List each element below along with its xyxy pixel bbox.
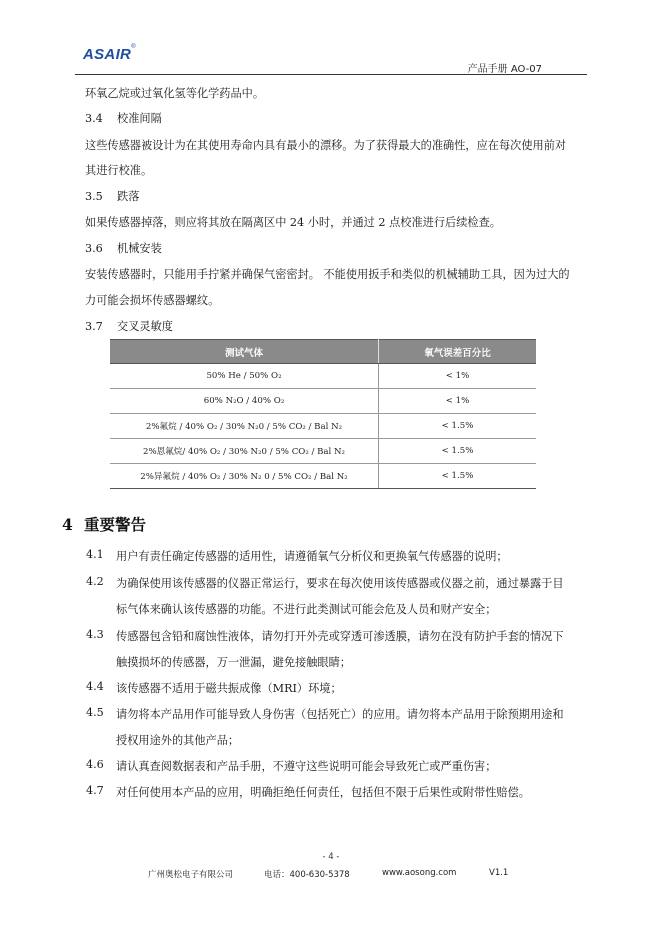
footer-company: 广州奥松电子有限公司 (148, 870, 234, 880)
error-cell: < 1% (379, 364, 537, 389)
error-cell: < 1.5% (379, 439, 537, 464)
intro-line: 环氧乙烷或过氧化氢等化学药品中。 (85, 87, 265, 100)
section-heading-3-7: 3.7 交叉灵敏度 (85, 320, 173, 333)
column-header-oxygen-error: 氧气误差百分比 (379, 340, 537, 364)
manual-page: ASAIR® 产品手册 AO-07 环氧乙烷或过氧化氢等化学药品中。 3.4 校准间隔 这些传感器被设计为在其使用寿命内具有最小的漂移。为了获得最大的准确性，应在每次使用前对 其进行校准。 3.5 跌落 如果传感器掉落，则应将其放在隔离区中 24 小时，并通过 2 点校准进行后续检查。 3.6 机械安装 安装传感器时，只能用手拧紧并确保气密密封。 不能使用扳手和类似的机械辅助工具，因为过大的 力可能会损坏传感器螺纹。 3.7 交叉灵敏度 测试气体 氧气误差百分比 50% He / 50% O₂ < 1% 60% N₂O / 40% O₂ < 1% 2%氟烷 / 40% O₂ / 30% N₂0 / 5% CO₂ / Bal N₂ < 1.5% 2%恩氟烷/ 40% O₂ / 30% N₂0 / 5% CO₂ / Bal N₂ < 1.5% 2%异氟烷 / 40% O₂ / 30% N₂ 0 / 5% CO₂ / Bal N₂ < 1.5% 4 重要警告 4.1 用户有责任确定传感器的适用性，请遵循氧气分析仪和更换氧气传感器的说明； 4.2 为确保使用该传感器的仪器正常运行，要求在每次使用该传感器或仪器之前，通过暴露于目 标气体来确认该传感器的功能。不进行此类测试可能会危及人员和财产安全； 4.3 传感器包含铅和腐蚀性液体，请勿打开外壳或穿透可渗透膜，请勿在没有防护手套的情况下 触摸损坏的传感器，万一泄漏，避免接触眼睛； 4.4 该传感器不适用于磁共振成像（MRI）环境； 4.5 请勿将本产品用作可能导致人身伤害（包括死亡）的应用。请勿将本产品用于除预期用途和 授权用途外的其他产品； 4.6 请认真查阅数据表和产品手册，不遵守这些说明可能会导致死亡或严重伤害； 4.7 对任何使用本产品的应用，明确拒绝任何责任，包括但不限于后果性或附带性赔偿。 - 4 - 广州奥松电子有限公司 电话：400-630-5378 www.aosong.com V1.1 (0, 0, 662, 936)
table-row (110, 464, 536, 489)
footer-phone: 电话：400-630-5378 (264, 870, 350, 880)
table-row (110, 364, 536, 389)
section-heading-4: 4 重要警告 (62, 515, 147, 534)
section-heading-3-4: 3.4 校准间隔 (85, 112, 162, 125)
header-divider (75, 74, 587, 75)
error-cell: < 1.5% (379, 414, 537, 439)
table-row (110, 389, 536, 414)
paragraph-line: 这些传感器被设计为在其使用寿命内具有最小的漂移。为了获得最大的准确性，应在每次使用前对 (85, 139, 567, 152)
test-gas-cell: 2%恩氟烷/ 40% O₂ / 30% N₂0 / 5% CO₂ / Bal N₂ (110, 439, 379, 464)
test-gas-cell: 2%异氟烷 / 40% O₂ / 30% N₂ 0 / 5% CO₂ / Bal N₂ (110, 464, 379, 489)
test-gas-cell: 2%氟烷 / 40% O₂ / 30% N₂0 / 5% CO₂ / Bal N₂ (110, 414, 379, 439)
warning-continuation: 授权用途外的其他产品； (116, 734, 240, 747)
paragraph-line: 其进行校准。 (85, 164, 153, 177)
table-row (110, 439, 536, 464)
registered-mark: ® (131, 44, 136, 50)
footer-website[interactable]: www.aosong.com (382, 868, 457, 878)
paragraph-line: 安装传感器时，只能用手拧紧并确保气密密封。 不能使用扳手和类似的机械辅助工具，因为过大的 (85, 268, 570, 281)
test-gas-cell: 60% N₂O / 40% O₂ (110, 389, 379, 414)
paragraph-line: 力可能会损坏传感器螺纹。 (85, 294, 220, 307)
column-header-test-gas: 测试气体 (110, 340, 379, 364)
footer-version: V1.1 (489, 868, 509, 878)
warning-continuation: 触摸损坏的传感器，万一泄漏，避免接触眼睛； (116, 656, 351, 669)
section-heading-3-5: 3.5 跌落 (85, 190, 140, 203)
cross-sensitivity-table (110, 339, 536, 489)
warning-continuation: 标气体来确认该传感器的功能。不进行此类测试可能会危及人员和财产安全； (116, 603, 497, 616)
paragraph-line: 如果传感器掉落，则应将其放在隔离区中 24 小时，并通过 2 点校准进行后续检查。 (85, 216, 501, 229)
asair-logo: ASAIR® (83, 44, 136, 63)
section-heading-3-6: 3.6 机械安装 (85, 242, 162, 255)
test-gas-cell: 50% He / 50% O₂ (110, 364, 379, 389)
page-number: - 4 - (322, 852, 340, 862)
error-cell: < 1% (379, 389, 537, 414)
table-header-row (110, 340, 536, 364)
table-row (110, 414, 536, 439)
error-cell: < 1.5% (379, 464, 537, 489)
header-title: 产品手册 AO-07 (467, 64, 542, 75)
